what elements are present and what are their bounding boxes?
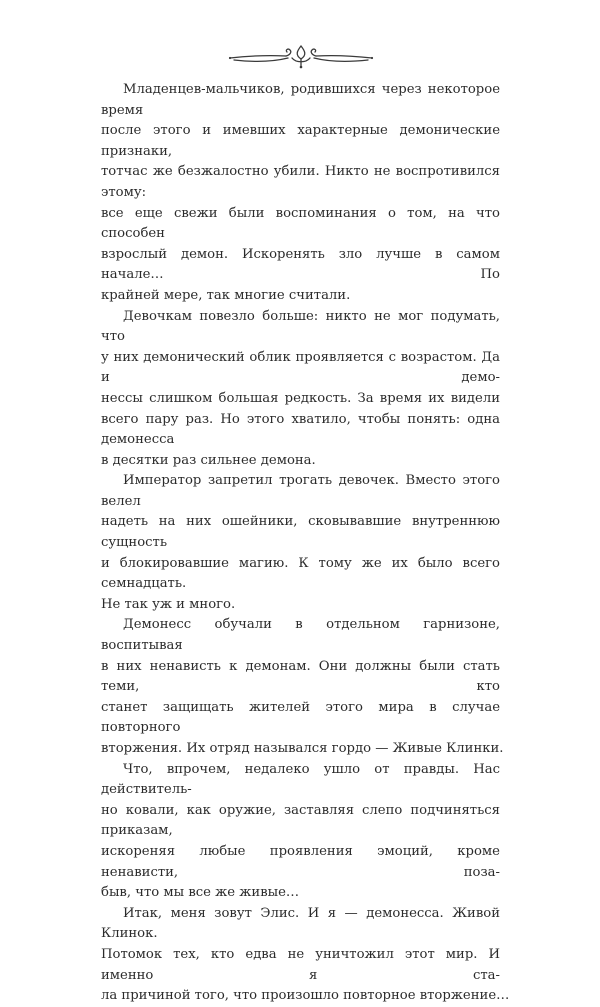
text-line: и блокировавшие магию. К тому же их было всего семнадцать. (101, 555, 500, 592)
text-line: Младенцев-мальчиков, родившихся через некоторое время (101, 82, 500, 118)
text-line: взрослый демон. Искоренять зло лучше в самом начале… По (101, 246, 500, 283)
text-line: у них демонический облик проявляется с возрастом. Да и демо- (101, 349, 500, 386)
text-line: Потомок тех, кто едва не уничтожил этот мир. И именно я ста- (101, 946, 500, 983)
text-line: но ковали, как оружие, заставляя слепо подчиняться приказам, (101, 802, 500, 839)
paragraph (101, 80, 500, 307)
text-line: Что, впрочем, недалеко ушло от правды. Нас действитель- (101, 761, 500, 798)
paragraph (101, 904, 510, 1007)
paragraph (101, 471, 500, 615)
text-line: в них ненависть к демонам. Они должны были стать теми, кто (101, 658, 500, 695)
text-line: вторжения. Их отряд назывался гордо — Живые Клинки. (101, 741, 504, 756)
text-line: Император запретил трогать девочек. Вместо этого велел (101, 473, 500, 509)
text-line: после этого и имевших характерные демонические признаки, (101, 123, 500, 159)
text-line: в десятки раз сильнее демона. (101, 452, 316, 468)
body-text (101, 80, 510, 1007)
text-line: все еще свежи были воспоминания о том, на что способен (101, 205, 500, 242)
text-line: тотчас же безжалостно убили. Никто не воспротивился этому: (101, 164, 500, 200)
decorative-flourish-icon (228, 42, 374, 70)
text-line: Демонесс обучали в отдельном гарнизоне, воспитывая (101, 617, 500, 654)
text-line: ла причиной того, что произошло повторное вторжение… (101, 988, 510, 1004)
text-line: Девочкам повезло больше: никто не мог подумать, что (101, 308, 500, 345)
text-line: всего пару раз. Но этого хватило, чтобы понять: одна демонесса (101, 411, 500, 448)
text-line: станет защищать жителей этого мира в случае повторного (101, 699, 500, 736)
text-line: быв, что мы все же живые… (101, 885, 300, 901)
text-line: нессы слишком большая редкость. За время их видели (101, 390, 500, 406)
paragraph (101, 760, 500, 904)
text-line: Не так уж и много. (101, 596, 236, 612)
text-line: надеть на них ошейники, сковывавшие внутреннюю сущность (101, 514, 500, 551)
text-line: крайней мере, так многие считали. (101, 287, 351, 303)
text-line: Итак, меня зовут Элис. И я — демонесса. Живой Клинок. (101, 905, 500, 942)
text-line: искореняя любые проявления эмоций, кроме ненависти, поза- (101, 843, 500, 880)
paragraph (101, 307, 500, 472)
paragraph (101, 615, 504, 759)
